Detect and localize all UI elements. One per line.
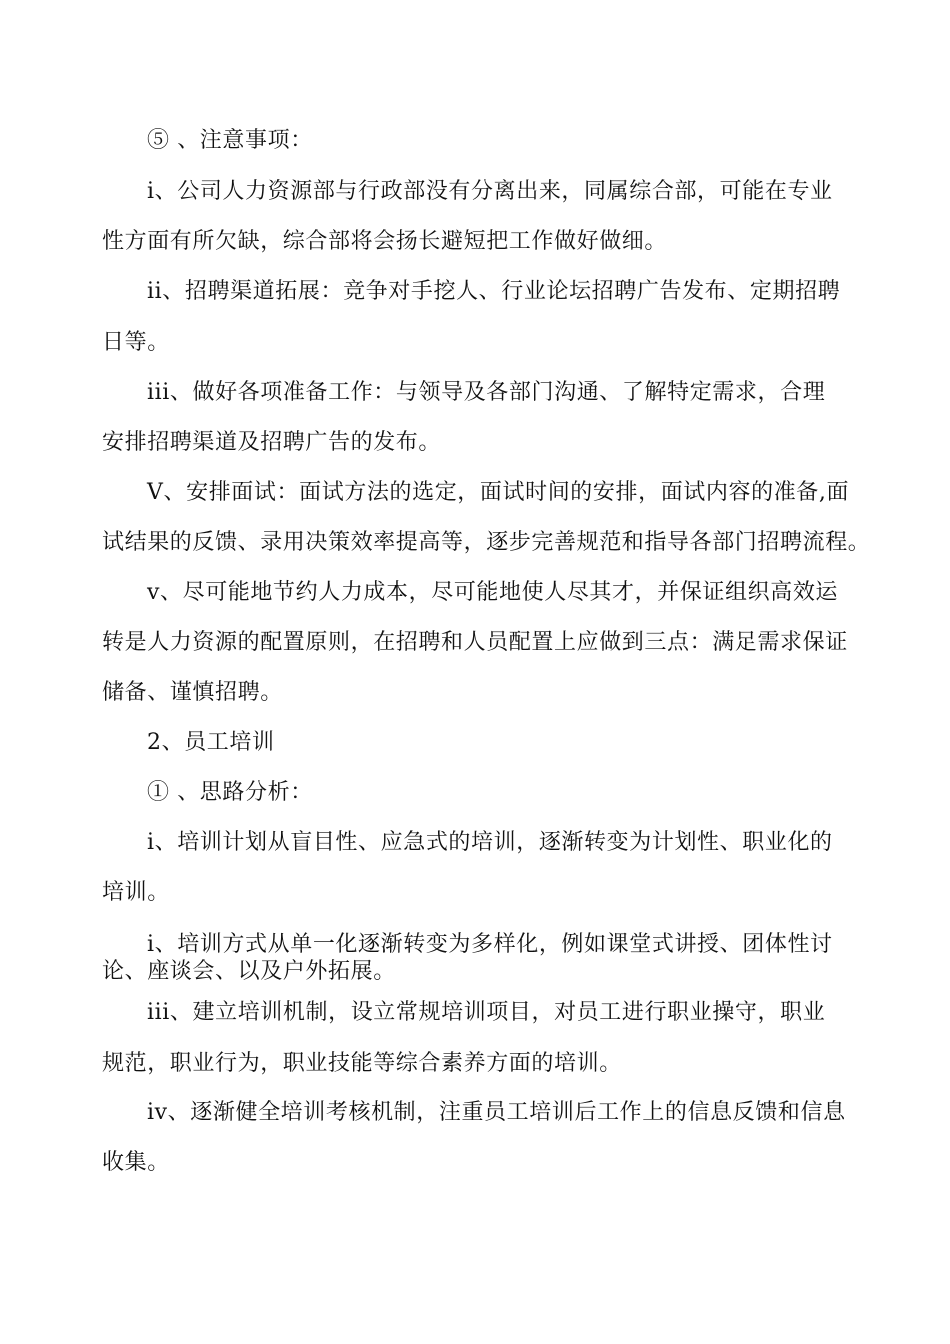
paragraph-line: 转是人力资源的配置原则，在招聘和人员配置上应做到三点：满足需求保证 bbox=[102, 630, 848, 655]
paragraph-line: 试结果的反馈、录用决策效率提高等，逐步完善规范和指导各部门招聘流程。 bbox=[102, 530, 871, 555]
paragraph-line: i、公司人力资源部与行政部没有分离出来，同属综合部，可能在专业 bbox=[147, 179, 833, 204]
paragraph-line: 收集。 bbox=[102, 1150, 170, 1175]
paragraph-line: 日等。 bbox=[102, 330, 170, 355]
paragraph-line: i、培训计划从盲目性、应急式的培训，逐渐转变为计划性、职业化的 bbox=[147, 830, 833, 855]
paragraph-line: v、尽可能地节约人力成本，尽可能地使人尽其才，并保证组织高效运 bbox=[147, 580, 839, 605]
heading-notes: ⑤ 、注意事项： bbox=[147, 128, 313, 153]
paragraph-line: 培训。 bbox=[102, 880, 170, 905]
section-title-staff-training: 2、员工培训 bbox=[147, 730, 275, 755]
paragraph-line: 性方面有所欠缺，综合部将会扬长避短把工作做好做细。 bbox=[102, 229, 668, 254]
paragraph-line: iii、做好各项准备工作：与领导及各部门沟通、了解特定需求，合理 bbox=[147, 380, 826, 405]
paragraph-line: iii、建立培训机制，设立常规培训项目，对员工进行职业操守，职业 bbox=[147, 1000, 826, 1025]
paragraph-line: 安排招聘渠道及招聘广告的发布。 bbox=[102, 430, 442, 455]
paragraph-line: 论、座谈会、以及户外拓展。 bbox=[102, 959, 396, 984]
paragraph-line: i、培训方式从单一化逐渐转变为多样化，例如课堂式讲授、团体性讨 bbox=[147, 932, 833, 957]
heading-analysis: ① 、思路分析： bbox=[147, 780, 313, 805]
paragraph-line: 储备、谨慎招聘。 bbox=[102, 680, 283, 705]
paragraph-line: iv、逐渐健全培训考核机制，注重员工培训后工作上的信息反馈和信息 bbox=[147, 1100, 846, 1125]
paragraph-line: ii、招聘渠道拓展：竞争对手挖人、行业论坛招聘广告发布、定期招聘 bbox=[147, 279, 841, 304]
paragraph-line: V、安排面试：面试方法的选定，面试时间的安排，面试内容的准备,面 bbox=[147, 480, 850, 505]
paragraph-line: 规范，职业行为，职业技能等综合素养方面的培训。 bbox=[102, 1051, 622, 1076]
